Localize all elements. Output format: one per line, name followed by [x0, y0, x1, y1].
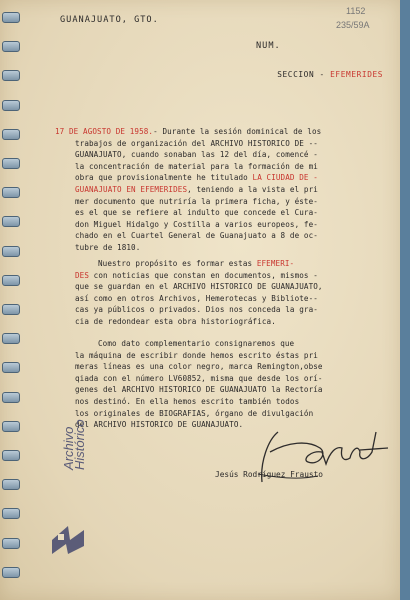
- line-text: obra que provisionalmente he titulado: [75, 173, 253, 183]
- background-edge: [400, 0, 410, 600]
- binder-ring: [2, 187, 20, 198]
- typed-line: [75, 408, 313, 420]
- typed-line: [75, 281, 323, 293]
- line-text: tubre de 1810.: [75, 243, 141, 252]
- pencil-mark-2: 235/59A: [336, 20, 370, 30]
- typed-line: [75, 172, 318, 184]
- red-text: DES: [75, 270, 90, 280]
- line-text: meras líneas es una color negro, marca Remington,obse: [75, 362, 323, 372]
- binder-ring: [2, 100, 20, 111]
- red-text: LA CIUDAD DE -: [252, 173, 318, 183]
- binder-rings: [0, 0, 18, 600]
- binder-ring: [2, 508, 20, 519]
- typed-line: [75, 270, 318, 282]
- typed-line: [75, 161, 318, 173]
- line-text: don Miguel Hidalgo y Costilla a varios europeos, fe-: [75, 219, 318, 229]
- line-text: los originales de BIOGRAFIAS, órgano de divulgación: [75, 408, 314, 418]
- binder-ring: [2, 216, 20, 227]
- binder-ring: [2, 362, 20, 373]
- line-text: así como en otros Archivos, Hemerotecas y Bibliote--: [75, 293, 318, 303]
- binder-ring: [2, 129, 20, 140]
- line-text: genes del ARCHIVO HISTORICO DE GUANAJUATO la Rectoría: [75, 385, 323, 395]
- binder-ring: [2, 158, 20, 169]
- typed-line: [75, 207, 318, 219]
- binder-ring: [2, 12, 20, 23]
- typed-line: [75, 384, 323, 396]
- line-text: GUANAJUATO, cuando sonaban las 12 del día, comencé -: [75, 150, 318, 160]
- line-text: chado en el Cuartel General de Guanajuato a 8 de oc-: [75, 231, 318, 241]
- binder-ring: [2, 567, 20, 578]
- binder-ring: [2, 246, 20, 257]
- typed-line: [75, 396, 299, 408]
- line-text: Como dato complementario consignaremos que: [98, 339, 295, 348]
- line-text: - Durante la sesión dominical de los: [153, 127, 322, 136]
- signature-scribble: [248, 422, 398, 502]
- typed-line: [75, 316, 276, 328]
- line-text: que se guardan en el ARCHIVO HISTORICO DE GUANAJUATO,: [75, 282, 323, 292]
- typed-line: [75, 149, 318, 161]
- line-text: nos destinó. En ella hemos escrito también todos: [75, 397, 300, 406]
- binder-ring: [2, 275, 20, 286]
- logo-line-1: Archivo: [61, 426, 76, 470]
- typed-line: [75, 242, 140, 254]
- archivo-historico-logo: [44, 454, 94, 564]
- binder-ring: [2, 450, 20, 461]
- typed-line: [75, 293, 318, 305]
- pencil-mark-1: 1152: [346, 6, 366, 16]
- num-label: NUM.: [256, 41, 281, 51]
- typed-line: [98, 338, 294, 350]
- red-text: 17 DE AGOSTO DE 1958.: [55, 127, 154, 136]
- binder-ring: [2, 421, 20, 432]
- line-text: qiada con el número LV60852, misma que desde los orí-: [75, 373, 323, 383]
- typed-line: [75, 373, 323, 385]
- typed-line: [75, 350, 318, 362]
- typed-line: [75, 230, 318, 242]
- logo-line-2: Histórico: [72, 419, 87, 470]
- typed-line: [75, 304, 318, 316]
- line-text: es el que se refiere al indulto que concede el Cura-: [75, 208, 318, 218]
- typed-line: [98, 258, 294, 270]
- red-text: GUANAJUATO EN EFEMERIDES: [75, 185, 188, 194]
- binder-ring: [2, 479, 20, 490]
- typed-line: [75, 419, 243, 431]
- typed-line: [75, 184, 318, 196]
- signature-name: Jesús Rodríguez Frausto: [215, 470, 323, 479]
- seccion-value: EFEMERIDES: [330, 70, 384, 79]
- header-city: GUANAJUATO, GTO.: [60, 15, 159, 25]
- typed-line: [75, 196, 318, 208]
- line-text: la concentración de material para la formación de mi: [75, 161, 318, 171]
- typed-line: [75, 361, 323, 373]
- line-text: mer documento que nutriría la primera ficha, y éste-: [75, 196, 318, 206]
- line-text: , teniendo a la vista el pri: [187, 185, 318, 194]
- seccion-row: [256, 61, 383, 88]
- line-text: cia de redondear esta obra historiográfica.: [75, 317, 276, 326]
- typed-line: [75, 138, 318, 150]
- line-text: cas ya públicos o privados. Dios nos conceda la gra-: [75, 305, 318, 315]
- binder-ring: [2, 304, 20, 315]
- red-text: EFEMERI-: [256, 259, 295, 268]
- line-text: con noticias que constan en documentos, mismos -: [89, 270, 318, 280]
- binder-ring: [2, 70, 20, 81]
- line-text: la máquina de escribir donde hemos escrito éstas pri: [75, 350, 318, 360]
- binder-ring: [2, 333, 20, 344]
- binder-ring: [2, 41, 20, 52]
- line-text: Nuestro propósito es formar estas: [98, 259, 257, 268]
- binder-ring: [2, 392, 20, 403]
- seccion-label: SECCION -: [277, 70, 325, 79]
- typed-line: [75, 219, 318, 231]
- binder-ring: [2, 538, 20, 549]
- line-text: trabajos de organización del ARCHIVO HISTORICO DE --: [75, 138, 318, 148]
- typed-line: [55, 126, 321, 138]
- line-text: del ARCHIVO HISTORICO DE GUANAJUATO.: [75, 420, 244, 430]
- logo-text: [63, 419, 85, 470]
